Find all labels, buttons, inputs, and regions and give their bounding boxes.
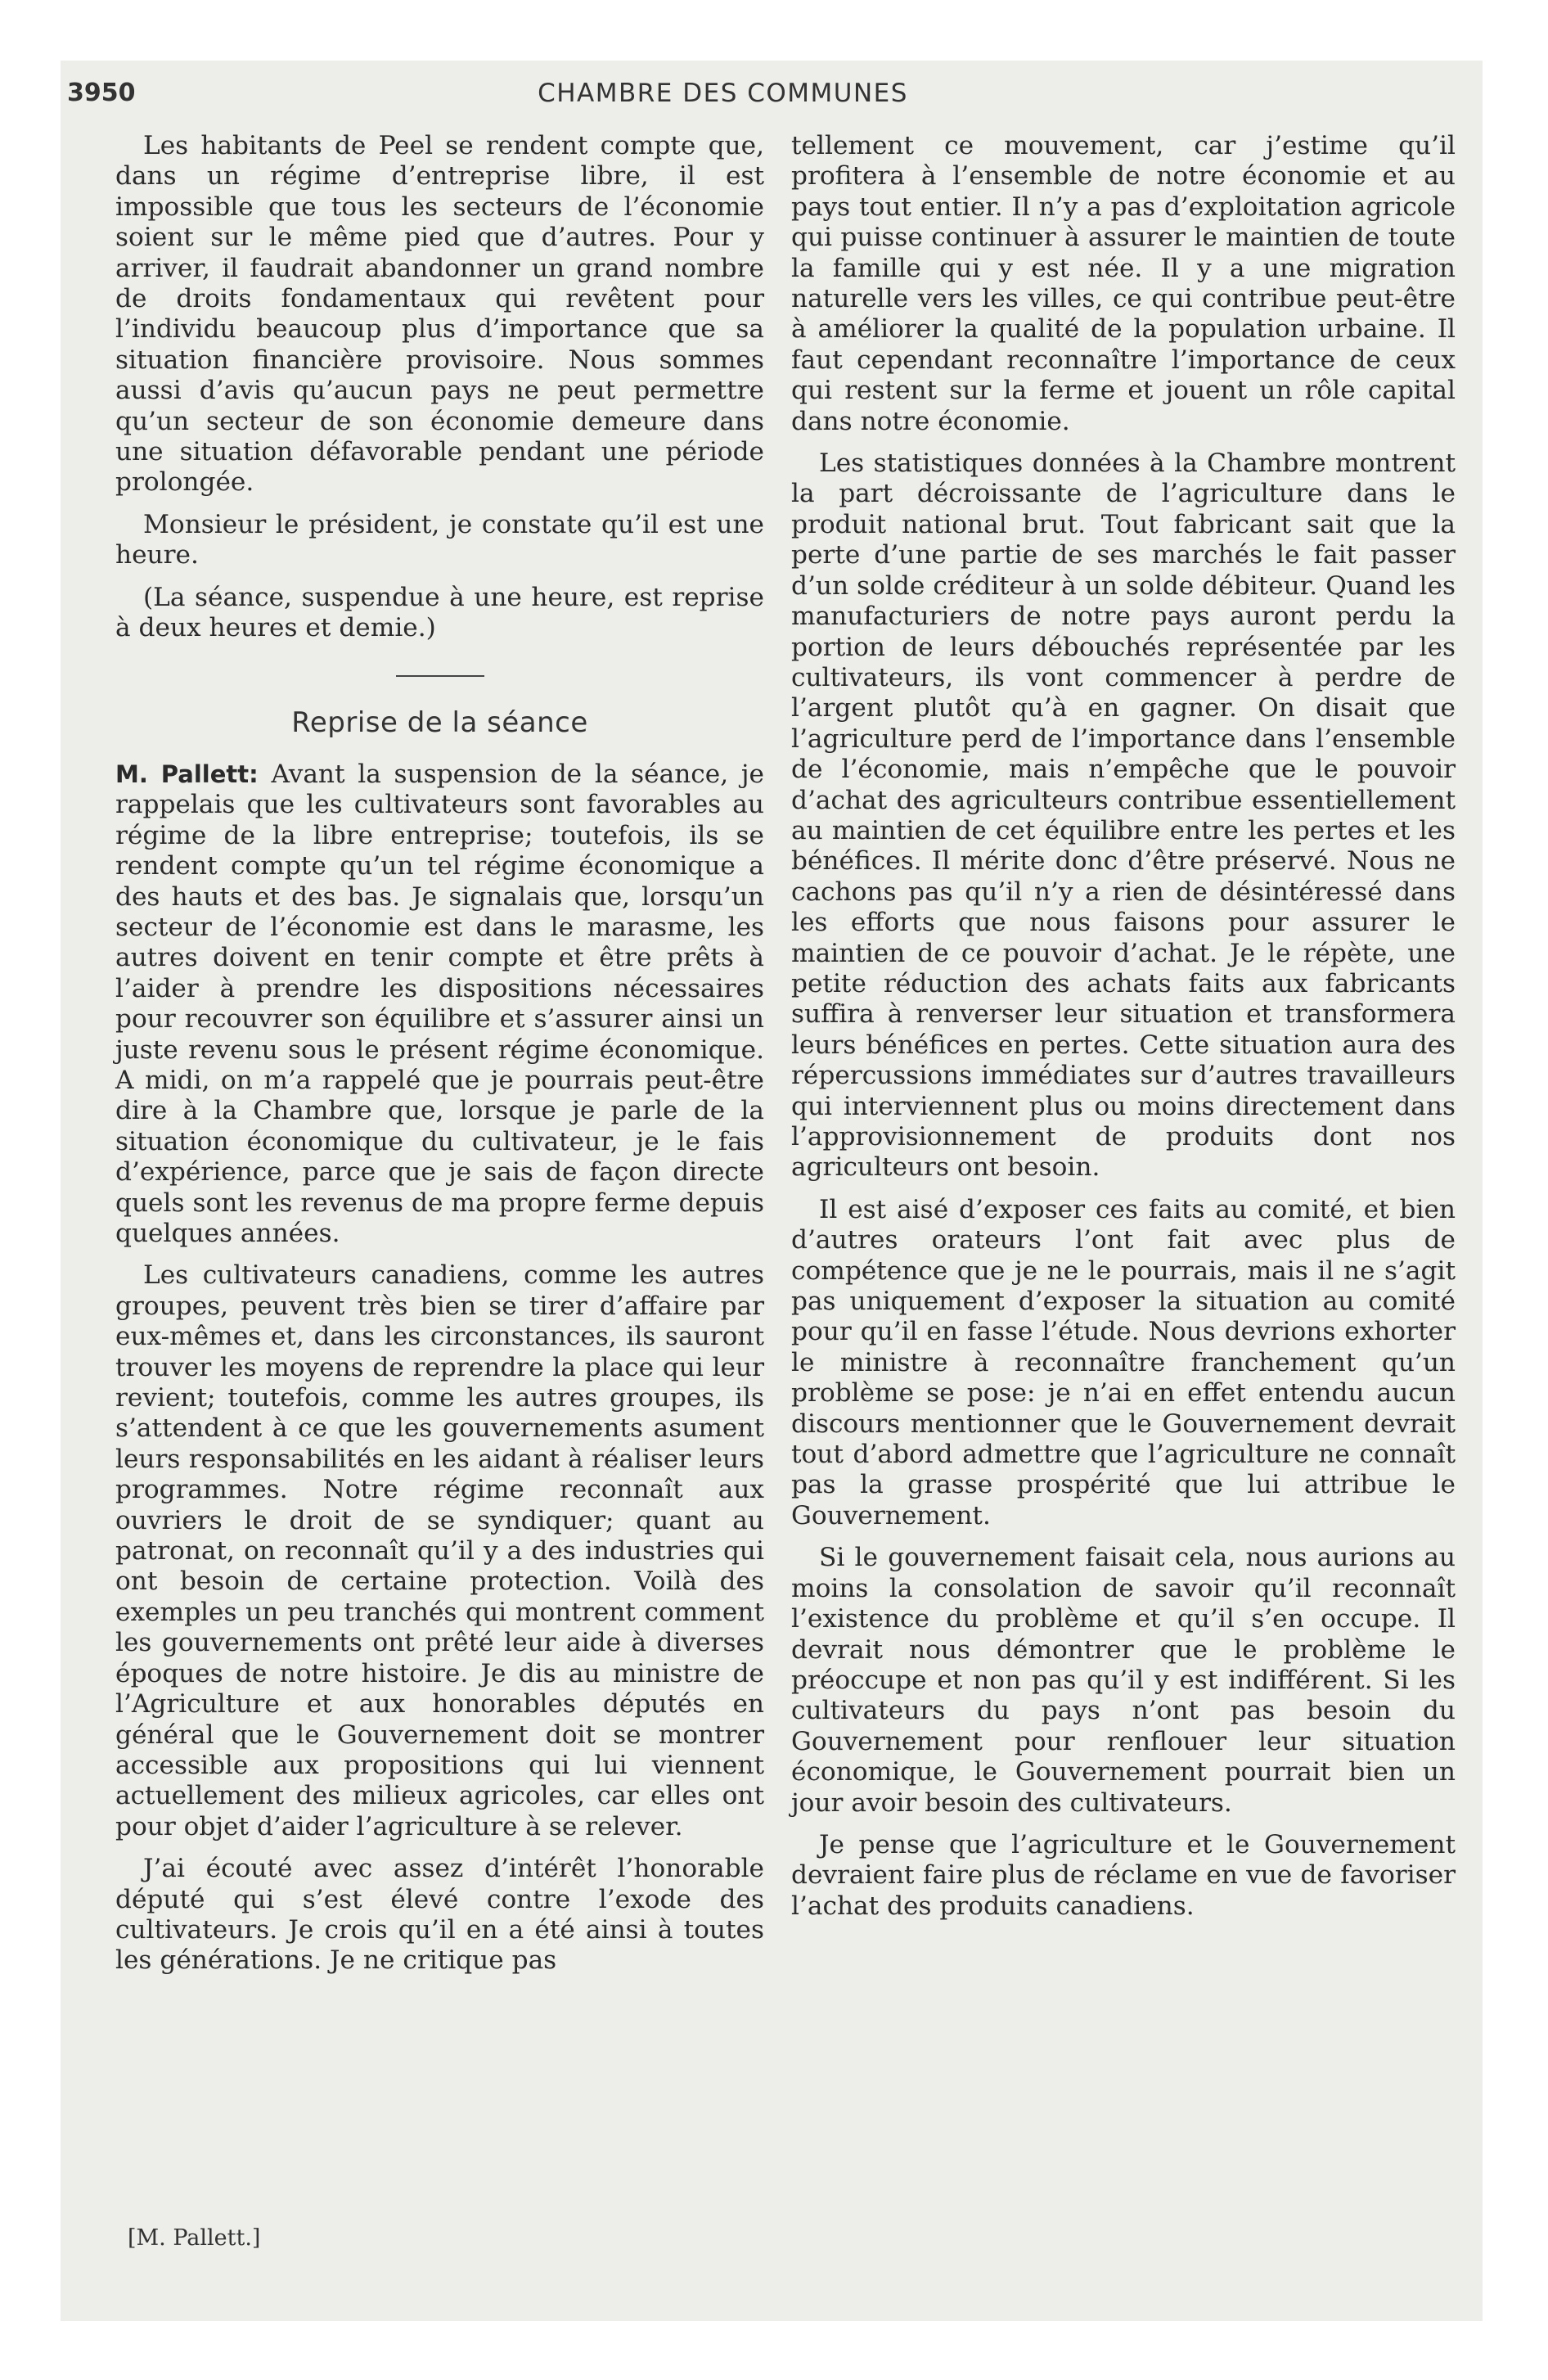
page-header	[67, 79, 1379, 128]
paragraph: (La séance, suspendue à une heure, est reprise à deux heures et demie.)	[115, 582, 764, 643]
right-column	[791, 131, 1456, 1933]
speaker-name: M. Pallett:	[115, 760, 259, 788]
speaker-attribution: [M. Pallett.]	[128, 2225, 261, 2251]
section-title: Reprise de la séance	[291, 705, 588, 739]
paragraph: Il est aisé d’exposer ces faits au comité, et bien d’autres orateurs l’ont fait avec plus de compétence que je ne le pourrais, mais il ne s’agit pas uniquement d’exposer la situation au comité pour qu’il en fasse l’étude. Nous devrions exhorter le ministre à reconnaître franchement qu’un problème se pose: je n’ai en effet entendu aucun discours mentionner que le Gouvernement devrait tout d’abord admettre que l’agriculture ne connaît pas la grasse prospérité que lui attribue le Gouvernement.	[791, 1194, 1456, 1530]
page-number: 3950	[67, 79, 136, 107]
paragraph: Les statistiques données à la Chambre montrent la part décroissante de l’agriculture dans le produit national brut. Tout fabricant sait que la perte d’une partie de ses marchés le fait passer d’un solde créditeur à un solde débiteur. Quand les manufacturiers de notre pays auront perdu la portion de leurs débouchés représentée par les cultivateurs, ils vont commencer à perdre de l’argent plutôt qu’à en gagner. On disait que l’agriculture perd de l’importance dans l’ensemble de l’économie, mais n’empêche que le pouvoir d’achat des agriculteurs contribue essentiellement au maintien de cet équilibre entre les pertes et les bénéfices. Il mérite donc d’être préservé. Nous ne cachons pas qu’il n’y a rien de désintéressé dans les efforts que nous faisons pour assurer le maintien de ce pouvoir d’achat. Je le répète, une petite réduction des achats faits aux fabricants suffira à renverser leur situation et transformera leurs bénéfices en pertes. Cette situation aura des répercussions immédiates sur d’autres travailleurs qui interviennent plus ou moins directement dans l’approvisionnement de produits dont nos agriculteurs ont besoin.	[791, 449, 1456, 1183]
paragraph: Les habitants de Peel se rendent compte que, dans un régime d’entreprise libre, il est impossible que tous les secteurs de l’économie soient sur le même pied que d’autres. Pour y arriver, il faudrait abandonner un grand nombre de droits fondamentaux qui revêtent pour l’individu beaucoup plus d’importance que sa situation financière provisoire. Nous sommes aussi d’avis qu’aucun pays ne peut permettre qu’un secteur de son économie demeure dans une situation défavorable pendant une période prolongée.	[115, 131, 764, 498]
left-column	[115, 131, 764, 1988]
running-title: CHAMBRE DES COMMUNES	[538, 79, 908, 108]
paragraph: tellement ce mouvement, car j’estime qu’il profitera à l’ensemble de notre économie et au pays tout entier. Il n’y a pas d’exploitation agricole qui puisse continuer à assurer le maintien de toute la famille qui y est née. Il y a une migration naturelle vers les villes, ce qui contribue peut-être à améliorer la qualité de la population urbaine. Il faut cependant reconnaître l’importance de ceux qui restent sur la ferme et jouent un rôle capital dans notre économie.	[791, 131, 1456, 436]
speaker-text: Avant la suspension de la séance, je rappelais que les cultivateurs sont favorables au régime de la libre entreprise; toutefois, ils se rendent compte qu’un tel régime économique a des hauts et des bas. Je signalais que, lorsqu’un secteur de l’économie est dans le marasme, les autres doivent en tenir compte et être prêts à l’aider à prendre les dispositions nécessaires pour recouvrer son équilibre et s’assurer ainsi un juste revenu sous le présent régime économique. A midi, on m’a rappelé que je pourrais peut-être dire à la Chambre que, lorsque je parle de la situation économique du cultivateur, je le fais d’expérience, parce que je sais de façon directe quels sont les revenus de ma propre ferme depuis quelques années.	[115, 759, 764, 1248]
paragraph: J’ai écouté avec assez d’intérêt l’honorable député qui s’est élevé contre l’exode des cultivateurs. Je crois qu’il en a été ainsi à toutes les générations. Je ne critique pas	[115, 1854, 764, 1976]
section-divider	[396, 675, 484, 677]
paragraph: Les cultivateurs canadiens, comme les autres groupes, peuvent très bien se tirer d’affaire par eux-mêmes et, dans les circonstances, ils sauront trouver les moyens de reprendre la place qui leur revient; toutefois, comme les autres groupes, ils s’attendent à ce que les gouvernements asument leurs responsabilités en les aidant à réaliser leurs programmes. Notre régime reconnaît aux ouvriers le droit de se syndiquer; quant au patronat, on reconnaît qu’il y a des industries qui ont besoin de certaine protection. Voilà des exemples un peu tranchés qui montrent comment les gouvernements ont prêté leur aide à diverses époques de notre histoire. Je dis au ministre de l’Agriculture et aux honorables députés en général que le Gouvernement doit se montrer accessible aux propositions qui lui viennent actuellement des milieux agricoles, car elles ont pour objet d’aider l’agriculture à se relever.	[115, 1260, 764, 1841]
paragraph: Je pense que l’agriculture et le Gouvernement devraient faire plus de réclame en vue de favoriser l’achat des produits canadiens.	[791, 1829, 1456, 1921]
paragraph: Monsieur le président, je constate qu’il est une heure.	[115, 509, 764, 570]
speaker-paragraph	[115, 760, 764, 1250]
paragraph: Si le gouvernement faisait cela, nous aurions au moins la consolation de savoir qu’il reconnaît l’existence du problème et qu’il s’en occupe. Il devrait nous démontrer que le problème le préoccupe et non pas qu’il y est indifférent. Si les cultivateurs du pays n’ont pas besoin du Gouvernement pour renflouer leur situation économique, le Gouvernement pourrait bien un jour avoir besoin des cultivateurs.	[791, 1543, 1456, 1818]
